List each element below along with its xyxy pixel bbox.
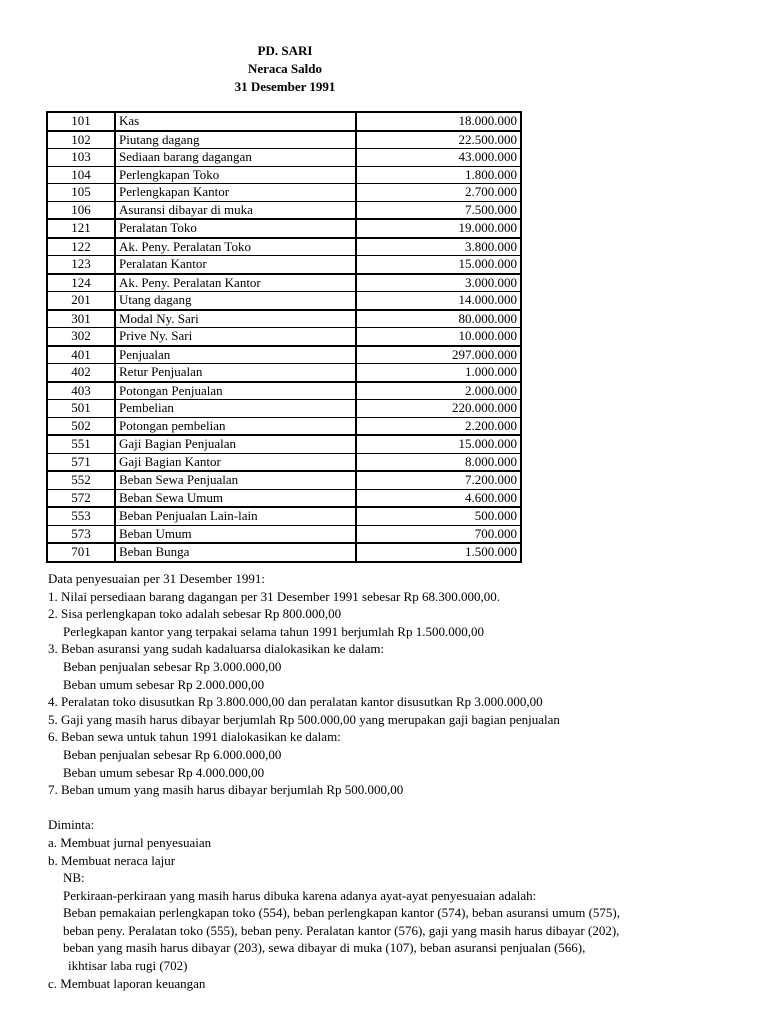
account-amount: 4.600.000 bbox=[356, 489, 521, 507]
trial-balance-table bbox=[46, 111, 522, 563]
account-code: 553 bbox=[47, 507, 115, 525]
nb-line: Perkiraan-perkiraan yang masih harus dibuka karena adanya ayat-ayat penyesuaian adalah: bbox=[63, 887, 537, 903]
account-name: Asuransi dibayar di muka bbox=[115, 201, 356, 219]
account-amount: 14.000.000 bbox=[356, 292, 521, 310]
adjustment-line: 4. Peralatan toko disusutkan Rp 3.800.000,00 dan peralatan kantor disusutkan Rp 3.000.000,00 bbox=[48, 694, 543, 710]
account-code: 401 bbox=[47, 346, 115, 364]
spacer bbox=[48, 799, 748, 817]
account-row bbox=[47, 184, 521, 202]
nb-line: Beban pemakaian perlengkapan toko (554), beban perlengkapan kantor (574), beban asuransi umum (575), bbox=[63, 905, 621, 921]
account-row bbox=[47, 346, 521, 364]
account-row bbox=[47, 201, 521, 219]
adjustment-line: Beban umum sebesar Rp 2.000.000,00 bbox=[63, 676, 265, 692]
account-name: Retur Penjualan bbox=[115, 364, 356, 382]
account-code: 552 bbox=[47, 471, 115, 489]
account-amount: 19.000.000 bbox=[356, 219, 521, 238]
account-amount: 700.000 bbox=[356, 525, 521, 543]
account-code: 105 bbox=[47, 184, 115, 202]
account-name: Beban Sewa Penjualan bbox=[115, 471, 356, 489]
requirement-b: b. Membuat neraca lajur bbox=[48, 852, 176, 868]
account-code: 301 bbox=[47, 310, 115, 328]
account-row bbox=[47, 131, 521, 149]
account-name: Ak. Peny. Peralatan Toko bbox=[115, 238, 356, 256]
account-code: 106 bbox=[47, 201, 115, 219]
account-name: Ak. Peny. Peralatan Kantor bbox=[115, 274, 356, 292]
account-row bbox=[47, 382, 521, 400]
account-row bbox=[47, 417, 521, 435]
account-code: 573 bbox=[47, 525, 115, 543]
account-code: 551 bbox=[47, 435, 115, 453]
account-row bbox=[47, 112, 521, 131]
account-row bbox=[47, 166, 521, 184]
account-code: 102 bbox=[47, 131, 115, 149]
account-name: Peralatan Toko bbox=[115, 219, 356, 238]
trial-balance-body bbox=[47, 112, 521, 562]
nb-label: NB: bbox=[63, 870, 85, 886]
company-name: PD. SARI bbox=[257, 43, 313, 58]
account-code: 121 bbox=[47, 219, 115, 238]
account-row bbox=[47, 256, 521, 274]
adjustment-line: 7. Beban umum yang masih harus dibayar berjumlah Rp 500.000,00 bbox=[48, 782, 404, 798]
adjustment-line: 5. Gaji yang masih harus dibayar berjumlah Rp 500.000,00 yang merupakan gaji bagian penjualan bbox=[48, 711, 560, 727]
account-row bbox=[47, 435, 521, 453]
account-amount: 3.000.000 bbox=[356, 274, 521, 292]
account-row bbox=[47, 525, 521, 543]
nb-line: beban peny. Peralatan toko (555), beban peny. Peralatan kantor (576), gaji yang masih harus dibayar (202), bbox=[63, 922, 620, 938]
account-row bbox=[47, 149, 521, 167]
account-row bbox=[47, 489, 521, 507]
adjustment-line: Perlegkapan kantor yang terpakai selama tahun 1991 berjumlah Rp 1.500.000,00 bbox=[63, 623, 484, 639]
account-row bbox=[47, 453, 521, 471]
account-amount: 2.700.000 bbox=[356, 184, 521, 202]
adjustment-line: 1. Nilai persediaan barang dagangan per 31 Desember 1991 sebesar Rp 68.300.000,00. bbox=[48, 588, 500, 604]
account-name: Kas bbox=[115, 112, 356, 131]
adjustment-line: Beban penjualan sebesar Rp 6.000.000,00 bbox=[63, 746, 282, 762]
account-name: Peralatan Kantor bbox=[115, 256, 356, 274]
account-row bbox=[47, 310, 521, 328]
account-name: Beban Penjualan Lain-lain bbox=[115, 507, 356, 525]
account-code: 501 bbox=[47, 400, 115, 418]
account-amount: 1.000.000 bbox=[356, 364, 521, 382]
account-name: Beban Sewa Umum bbox=[115, 489, 356, 507]
account-amount: 10.000.000 bbox=[356, 328, 521, 346]
instructions bbox=[48, 570, 748, 992]
account-code: 302 bbox=[47, 328, 115, 346]
account-code: 403 bbox=[47, 382, 115, 400]
account-amount: 43.000.000 bbox=[356, 149, 521, 167]
account-row bbox=[47, 543, 521, 562]
adjustment-line: Beban umum sebesar Rp 4.000.000,00 bbox=[63, 764, 265, 780]
account-name: Gaji Bagian Kantor bbox=[115, 453, 356, 471]
account-amount: 80.000.000 bbox=[356, 310, 521, 328]
account-code: 502 bbox=[47, 417, 115, 435]
adjustment-line: 2. Sisa perlengkapan toko adalah sebesar Rp 800.000,00 bbox=[48, 606, 342, 622]
account-name: Piutang dagang bbox=[115, 131, 356, 149]
account-amount: 8.000.000 bbox=[356, 453, 521, 471]
account-amount: 18.000.000 bbox=[356, 112, 521, 131]
account-amount: 15.000.000 bbox=[356, 435, 521, 453]
account-row bbox=[47, 238, 521, 256]
account-code: 201 bbox=[47, 292, 115, 310]
account-row bbox=[47, 400, 521, 418]
account-amount: 7.200.000 bbox=[356, 471, 521, 489]
account-name: Modal Ny. Sari bbox=[115, 310, 356, 328]
adjustments-title: Data penyesuaian per 31 Desember 1991: bbox=[48, 571, 265, 586]
account-amount: 22.500.000 bbox=[356, 131, 521, 149]
account-row bbox=[47, 292, 521, 310]
account-name: Penjualan bbox=[115, 346, 356, 364]
account-name: Pembelian bbox=[115, 400, 356, 418]
requirement-a: a. Membuat jurnal penyesuaian bbox=[48, 834, 212, 850]
account-amount: 500.000 bbox=[356, 507, 521, 525]
account-name: Utang dagang bbox=[115, 292, 356, 310]
account-code: 571 bbox=[47, 453, 115, 471]
account-amount: 220.000.000 bbox=[356, 400, 521, 418]
requirements-title: Diminta: bbox=[48, 817, 95, 833]
account-amount: 3.800.000 bbox=[356, 238, 521, 256]
account-name: Gaji Bagian Penjualan bbox=[115, 435, 356, 453]
account-code: 104 bbox=[47, 166, 115, 184]
account-name: Perlengkapan Toko bbox=[115, 166, 356, 184]
account-name: Beban Umum bbox=[115, 525, 356, 543]
account-row bbox=[47, 219, 521, 238]
account-row bbox=[47, 364, 521, 382]
account-row bbox=[47, 471, 521, 489]
account-code: 572 bbox=[47, 489, 115, 507]
account-code: 103 bbox=[47, 149, 115, 167]
account-row bbox=[47, 507, 521, 525]
account-amount: 2.000.000 bbox=[356, 382, 521, 400]
account-name: Potongan Penjualan bbox=[115, 382, 356, 400]
account-name: Perlengkapan Kantor bbox=[115, 184, 356, 202]
account-name: Prive Ny. Sari bbox=[115, 328, 356, 346]
account-amount: 7.500.000 bbox=[356, 201, 521, 219]
account-amount: 15.000.000 bbox=[356, 256, 521, 274]
report-title: Neraca Saldo bbox=[247, 61, 323, 76]
adjustment-line: 3. Beban asuransi yang sudah kadaluarsa dialokasikan ke dalam: bbox=[48, 641, 385, 657]
report-date: 31 Desember 1991 bbox=[234, 79, 336, 94]
account-name: Potongan pembelian bbox=[115, 417, 356, 435]
account-amount: 1.500.000 bbox=[356, 543, 521, 562]
adjustment-line: 6. Beban sewa untuk tahun 1991 dialokasikan ke dalam: bbox=[48, 729, 341, 745]
account-code: 101 bbox=[47, 112, 115, 131]
adjustment-line: Beban penjualan sebesar Rp 3.000.000,00 bbox=[63, 658, 282, 674]
account-name: Sediaan barang dagangan bbox=[115, 149, 356, 167]
account-code: 402 bbox=[47, 364, 115, 382]
nb-line: ikhtisar laba rugi (702) bbox=[68, 958, 188, 974]
account-code: 122 bbox=[47, 238, 115, 256]
account-code: 701 bbox=[47, 543, 115, 562]
account-name: Beban Bunga bbox=[115, 543, 356, 562]
account-code: 123 bbox=[47, 256, 115, 274]
account-row bbox=[47, 328, 521, 346]
account-amount: 297.000.000 bbox=[356, 346, 521, 364]
account-row bbox=[47, 274, 521, 292]
account-code: 124 bbox=[47, 274, 115, 292]
account-amount: 2.200.000 bbox=[356, 417, 521, 435]
requirement-c: c. Membuat laporan keuangan bbox=[48, 975, 206, 991]
account-amount: 1.800.000 bbox=[356, 166, 521, 184]
nb-line: beban yang masih harus dibayar (203), sewa dibayar di muka (107), beban asuransi penjualan (566), bbox=[63, 940, 586, 956]
